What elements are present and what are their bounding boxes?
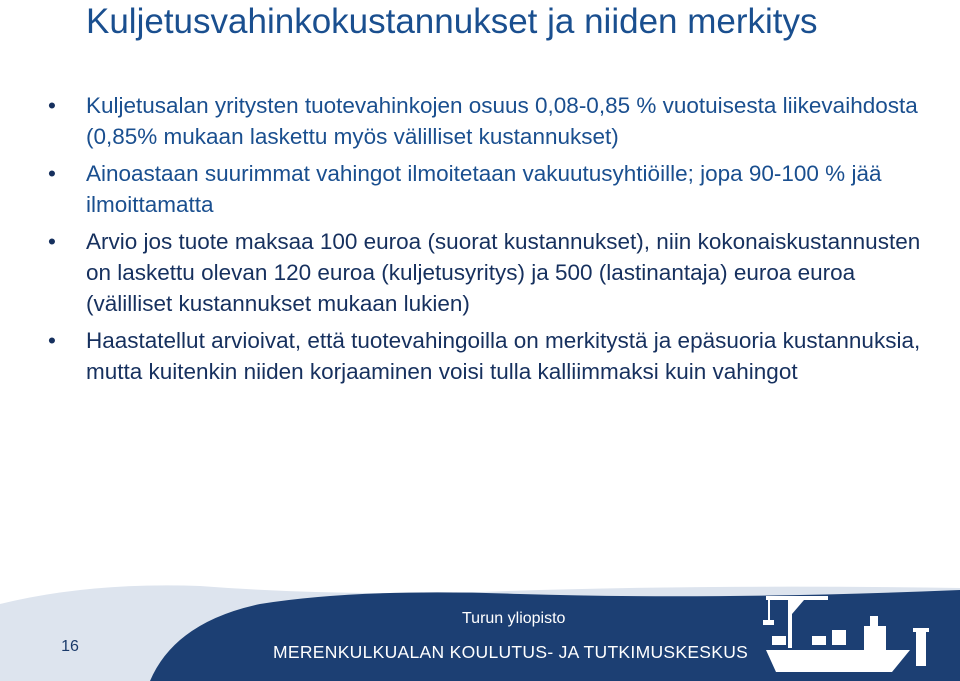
harbor-ship-crane-icon (760, 592, 950, 681)
bullet-item: • Haastatellut arvioivat, että tuotevahingoilla on merkitystä ja epäsuoria kustannuksia, mutta kuitenkin niiden korjaaminen voisi tulla kalliimmaksi kuin vahingot (86, 325, 946, 387)
footer-band (0, 582, 960, 681)
university-name: Turun yliopisto (462, 610, 566, 627)
bullet-item: • Arvio jos tuote maksaa 100 euroa (suorat kustannukset), niin kokonaiskustannusten on laskettu olevan 120 euroa (kuljetusyritys) ja 500 (lastinantaja) euroa euroa (välilliset kustannukset mukaan lukien) (86, 226, 946, 319)
slide-title: Kuljetusvahinkokustannukset ja niiden merkitys (86, 2, 818, 41)
bullet-item: • Kuljetusalan yritysten tuotevahinkojen osuus 0,08-0,85 % vuotuisesta liikevaihdosta (0,85% mukaan laskettu myös välilliset kustannukset) (86, 90, 946, 152)
bullet-item: • Ainoastaan suurimmat vahingot ilmoitetaan vakuutusyhtiöille; jopa 90-100 % jää ilmoittamatta (86, 158, 946, 220)
bullet-list (86, 90, 946, 393)
page-number: 16 (61, 638, 79, 655)
research-center-name: MERENKULKUALAN KOULUTUS- JA TUTKIMUSKESKUS (273, 642, 749, 662)
